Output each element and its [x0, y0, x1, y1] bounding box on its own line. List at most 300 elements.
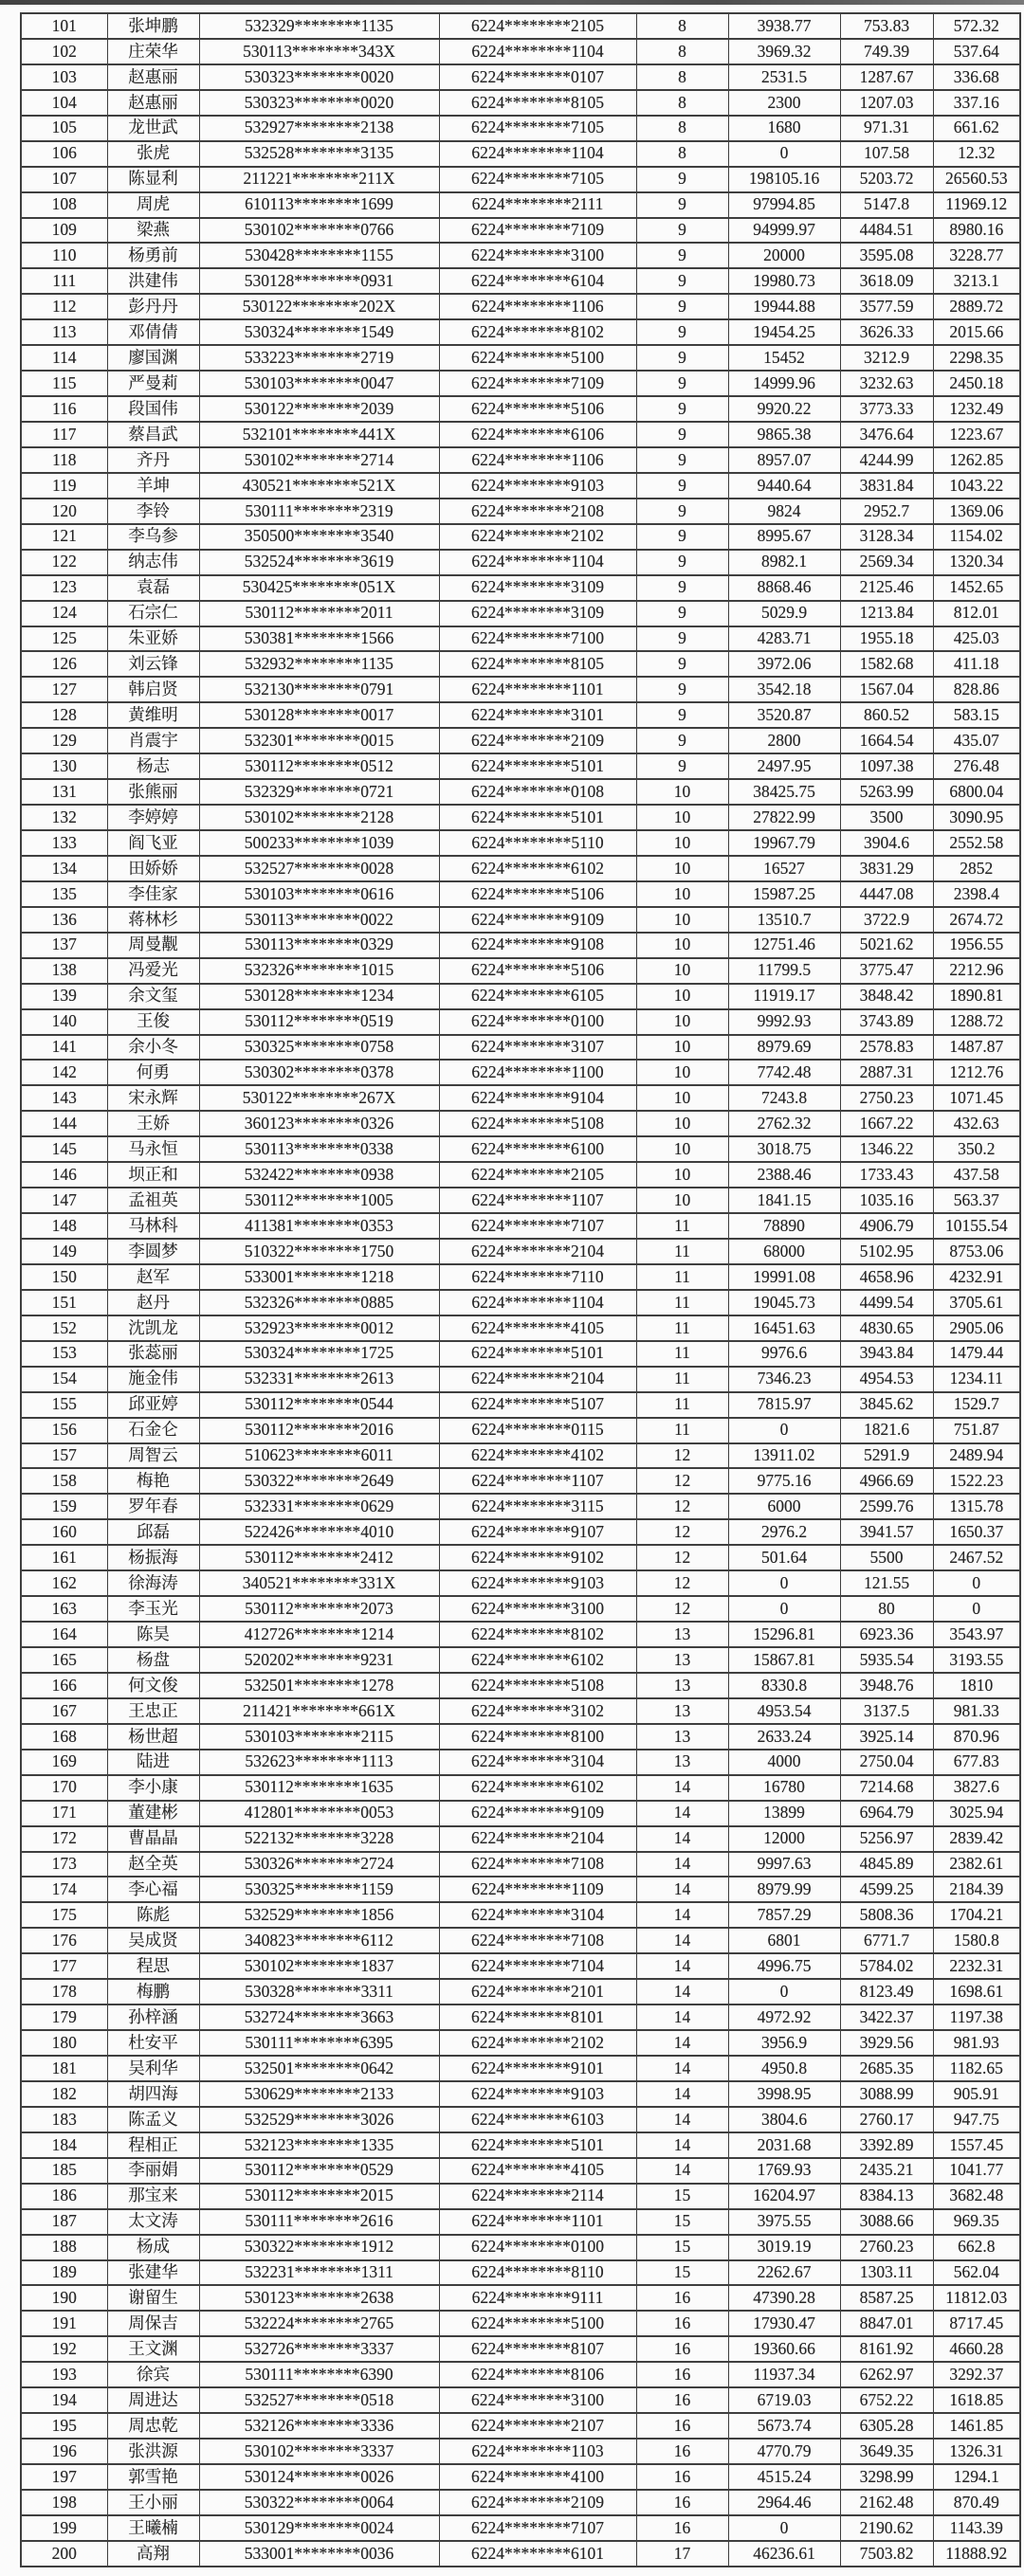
person-name: 马永恒	[107, 1136, 199, 1162]
table-row	[21, 1136, 1020, 1162]
bank-card-number: 6224********1107	[439, 1468, 636, 1494]
amount-1: 15987.25	[728, 881, 840, 907]
row-index: 136	[21, 907, 107, 933]
amount-3: 350.2	[933, 1136, 1020, 1162]
amount-2: 2125.46	[840, 575, 933, 601]
bank-card-number: 6224********1106	[439, 447, 636, 473]
amount-2: 3088.66	[840, 2209, 933, 2235]
person-name: 李心福	[107, 1877, 199, 1902]
row-index: 160	[21, 1519, 107, 1545]
table-row	[21, 2336, 1020, 2362]
bank-card-number: 6224********5101	[439, 753, 636, 779]
person-name: 蔡昌武	[107, 422, 199, 447]
amount-1: 11937.34	[728, 2362, 840, 2387]
period: 15	[636, 2235, 728, 2260]
amount-1: 7857.29	[728, 1902, 840, 1928]
id-number: 532329********0721	[199, 779, 439, 805]
bank-card-number: 6224********8105	[439, 90, 636, 116]
amount-1: 3018.75	[728, 1136, 840, 1162]
bank-card-number: 6224********1104	[439, 1290, 636, 1315]
row-index: 153	[21, 1341, 107, 1367]
amount-1: 15867.81	[728, 1647, 840, 1673]
amount-1: 3998.95	[728, 2081, 840, 2107]
amount-2: 4845.89	[840, 1852, 933, 1878]
period: 14	[636, 2081, 728, 2107]
bank-card-number: 6224********3109	[439, 575, 636, 601]
table-row	[21, 1698, 1020, 1724]
period: 9	[636, 499, 728, 524]
amount-1: 13510.7	[728, 907, 840, 933]
period: 13	[636, 1622, 728, 1647]
id-number: 530112********2015	[199, 2184, 439, 2209]
bank-card-number: 6224********5101	[439, 2132, 636, 2158]
bank-card-number: 6224********3100	[439, 243, 636, 268]
amount-2: 3088.99	[840, 2081, 933, 2107]
amount-2: 3298.99	[840, 2464, 933, 2490]
id-number: 530381********1566	[199, 626, 439, 652]
amount-2: 1303.11	[840, 2260, 933, 2286]
row-index: 179	[21, 2005, 107, 2030]
person-name: 陆进	[107, 1750, 199, 1775]
period: 14	[636, 1775, 728, 1801]
row-index: 109	[21, 218, 107, 244]
id-number: 530102********3337	[199, 2439, 439, 2464]
amount-2: 5500	[840, 1545, 933, 1570]
table-row	[21, 473, 1020, 499]
id-number: 360123********0326	[199, 1111, 439, 1136]
amount-1: 19967.79	[728, 830, 840, 856]
amount-3: 3827.6	[933, 1775, 1020, 1801]
amount-2: 4906.79	[840, 1213, 933, 1239]
amount-3: 870.49	[933, 2490, 1020, 2515]
amount-2: 3577.59	[840, 294, 933, 319]
bank-card-number: 6224********9109	[439, 1801, 636, 1826]
amount-1: 2964.46	[728, 2490, 840, 2515]
amount-1: 2531.5	[728, 64, 840, 90]
period: 11	[636, 1367, 728, 1392]
amount-1: 3520.87	[728, 702, 840, 728]
table-row	[21, 64, 1020, 90]
bank-card-number: 6224********3104	[439, 1750, 636, 1775]
period: 9	[636, 677, 728, 702]
table-row	[21, 1009, 1020, 1035]
person-name: 杨勇前	[107, 243, 199, 268]
id-number: 510623********6011	[199, 1443, 439, 1469]
row-index: 108	[21, 192, 107, 218]
table-row	[21, 1979, 1020, 2005]
table-row	[21, 958, 1020, 984]
amount-3: 2232.31	[933, 1953, 1020, 1979]
table-row	[21, 319, 1020, 345]
bank-card-number: 6224********6104	[439, 268, 636, 294]
amount-1: 2497.95	[728, 753, 840, 779]
row-index: 166	[21, 1673, 107, 1698]
table-row	[21, 2209, 1020, 2235]
row-index: 122	[21, 550, 107, 575]
amount-3: 1580.8	[933, 1928, 1020, 1953]
amount-3: 1704.21	[933, 1902, 1020, 1928]
period: 10	[636, 805, 728, 830]
amount-3: 1326.31	[933, 2439, 1020, 2464]
amount-1: 3938.77	[728, 13, 840, 39]
row-index: 144	[21, 1111, 107, 1136]
period: 13	[636, 1698, 728, 1724]
bank-card-number: 6224********8106	[439, 2362, 636, 2387]
bank-card-number: 6224********9111	[439, 2285, 636, 2311]
amount-3: 1487.87	[933, 1035, 1020, 1061]
amount-2: 2162.48	[840, 2490, 933, 2515]
table-row	[21, 2311, 1020, 2336]
person-name: 陈昊	[107, 1622, 199, 1647]
amount-1: 3975.55	[728, 2209, 840, 2235]
table-row	[21, 856, 1020, 881]
bank-card-number: 6224********1107	[439, 1188, 636, 1213]
period: 14	[636, 1979, 728, 2005]
person-name: 张蕊丽	[107, 1341, 199, 1367]
period: 11	[636, 1264, 728, 1290]
id-number: 532331********0629	[199, 1494, 439, 1519]
amount-2: 3500	[840, 805, 933, 830]
amount-2: 1664.54	[840, 728, 933, 753]
amount-2: 2190.62	[840, 2515, 933, 2541]
id-number: 530629********2133	[199, 2081, 439, 2107]
period: 16	[636, 2413, 728, 2439]
row-index: 177	[21, 1953, 107, 1979]
amount-2: 1213.84	[840, 601, 933, 626]
person-name: 宋永辉	[107, 1085, 199, 1111]
bank-card-number: 6224********8102	[439, 1622, 636, 1647]
bank-card-number: 6224********5108	[439, 1111, 636, 1136]
amount-2: 1287.67	[840, 64, 933, 90]
amount-2: 3618.09	[840, 268, 933, 294]
bank-card-number: 6224********2104	[439, 1239, 636, 1264]
person-name: 张坤鹏	[107, 13, 199, 39]
amount-1: 16527	[728, 856, 840, 881]
amount-2: 5102.95	[840, 1239, 933, 1264]
bank-card-number: 6224********6102	[439, 1647, 636, 1673]
row-index: 176	[21, 1928, 107, 1953]
table-row	[21, 2132, 1020, 2158]
id-number: 530113********343X	[199, 39, 439, 64]
bank-card-number: 6224********8100	[439, 1724, 636, 1750]
table-row	[21, 396, 1020, 422]
period: 13	[636, 1724, 728, 1750]
id-number: 530322********0064	[199, 2490, 439, 2515]
table-row	[21, 218, 1020, 244]
row-index: 194	[21, 2387, 107, 2413]
table-row	[21, 1750, 1020, 1775]
table-row	[21, 1673, 1020, 1698]
table-row	[21, 1367, 1020, 1392]
amount-2: 1207.03	[840, 90, 933, 116]
person-name: 徐宾	[107, 2362, 199, 2387]
amount-3: 8717.45	[933, 2311, 1020, 2336]
table-row	[21, 1801, 1020, 1826]
period: 9	[636, 396, 728, 422]
person-name: 周智云	[107, 1443, 199, 1469]
amount-1: 2800	[728, 728, 840, 753]
person-name: 段国伟	[107, 396, 199, 422]
amount-3: 4232.91	[933, 1264, 1020, 1290]
amount-1: 11799.5	[728, 958, 840, 984]
period: 15	[636, 2184, 728, 2209]
amount-3: 2398.4	[933, 881, 1020, 907]
amount-2: 4447.08	[840, 881, 933, 907]
person-name: 吴利华	[107, 2056, 199, 2081]
amount-2: 4484.51	[840, 218, 933, 244]
person-name: 李玉光	[107, 1596, 199, 1622]
id-number: 532623********1113	[199, 1750, 439, 1775]
id-number: 530112********0519	[199, 1009, 439, 1035]
table-row	[21, 1035, 1020, 1061]
table-row	[21, 1928, 1020, 1953]
id-number: 530111********6395	[199, 2030, 439, 2056]
person-name: 阎飞亚	[107, 830, 199, 856]
table-row	[21, 422, 1020, 447]
row-index: 161	[21, 1545, 107, 1570]
amount-2: 8123.49	[840, 1979, 933, 2005]
person-name: 李小康	[107, 1775, 199, 1801]
amount-3: 981.93	[933, 2030, 1020, 2056]
amount-1: 9440.64	[728, 473, 840, 499]
bank-card-number: 6224********2109	[439, 728, 636, 753]
amount-1: 8982.1	[728, 550, 840, 575]
amount-2: 3775.47	[840, 958, 933, 984]
amount-2: 5147.8	[840, 192, 933, 218]
bank-card-number: 6224********2111	[439, 192, 636, 218]
period: 8	[636, 13, 728, 39]
id-number: 530111********2616	[199, 2209, 439, 2235]
period: 9	[636, 728, 728, 753]
amount-3: 437.58	[933, 1162, 1020, 1188]
id-number: 530122********202X	[199, 294, 439, 319]
period: 15	[636, 2209, 728, 2235]
amount-2: 4499.54	[840, 1290, 933, 1315]
table-row	[21, 1060, 1020, 1085]
id-number: 412801********0053	[199, 1801, 439, 1826]
bank-card-number: 6224********2107	[439, 2413, 636, 2439]
amount-2: 4658.96	[840, 1264, 933, 1290]
row-index: 187	[21, 2209, 107, 2235]
amount-3: 1043.22	[933, 473, 1020, 499]
id-number: 532527********0028	[199, 856, 439, 881]
person-name: 周进达	[107, 2387, 199, 2413]
person-name: 蒋林杉	[107, 907, 199, 933]
amount-3: 661.62	[933, 116, 1020, 141]
amount-1: 0	[728, 1418, 840, 1443]
person-name: 罗年春	[107, 1494, 199, 1519]
amount-1: 97994.85	[728, 192, 840, 218]
amount-3: 425.03	[933, 626, 1020, 652]
amount-2: 3626.33	[840, 319, 933, 345]
person-name: 纳志伟	[107, 550, 199, 575]
period: 10	[636, 830, 728, 856]
id-number: 532927********2138	[199, 116, 439, 141]
bank-card-number: 6224********8107	[439, 2336, 636, 2362]
id-number: 211421********661X	[199, 1698, 439, 1724]
person-name: 周保吉	[107, 2311, 199, 2336]
id-number: 530122********267X	[199, 1085, 439, 1111]
amount-3: 1315.78	[933, 1494, 1020, 1519]
amount-1: 2388.46	[728, 1162, 840, 1188]
person-name: 何勇	[107, 1060, 199, 1085]
period: 9	[636, 601, 728, 626]
amount-2: 3722.9	[840, 907, 933, 933]
row-index: 183	[21, 2107, 107, 2132]
row-index: 190	[21, 2285, 107, 2311]
amount-3: 3292.37	[933, 2362, 1020, 2387]
period: 12	[636, 1545, 728, 1570]
period: 14	[636, 1877, 728, 1902]
amount-1: 19944.88	[728, 294, 840, 319]
table-body	[21, 13, 1020, 2567]
amount-2: 107.58	[840, 141, 933, 167]
bank-card-number: 6224********0100	[439, 2235, 636, 2260]
amount-2: 2578.83	[840, 1035, 933, 1061]
bank-card-number: 6224********9103	[439, 2081, 636, 2107]
bank-card-number: 6224********6101	[439, 2541, 636, 2567]
table-row	[21, 2387, 1020, 2413]
amount-3: 2552.58	[933, 830, 1020, 856]
id-number: 530129********0024	[199, 2515, 439, 2541]
id-number: 532329********1135	[199, 13, 439, 39]
amount-1: 0	[728, 1570, 840, 1596]
amount-3: 1698.61	[933, 1979, 1020, 2005]
amount-3: 828.86	[933, 677, 1020, 702]
amount-1: 3972.06	[728, 651, 840, 677]
id-number: 530123********2638	[199, 2285, 439, 2311]
bank-card-number: 6224********7105	[439, 167, 636, 192]
period: 11	[636, 1418, 728, 1443]
period: 16	[636, 2439, 728, 2464]
row-index: 192	[21, 2336, 107, 2362]
bank-card-number: 6224********9104	[439, 1085, 636, 1111]
amount-3: 1956.55	[933, 933, 1020, 958]
period: 9	[636, 319, 728, 345]
id-number: 532527********0518	[199, 2387, 439, 2413]
amount-1: 38425.75	[728, 779, 840, 805]
amount-1: 1841.15	[728, 1188, 840, 1213]
id-number: 411381********0353	[199, 1213, 439, 1239]
row-index: 107	[21, 167, 107, 192]
person-name: 张洪源	[107, 2439, 199, 2464]
amount-3: 870.96	[933, 1724, 1020, 1750]
period: 12	[636, 1443, 728, 1469]
table-row	[21, 1826, 1020, 1852]
period: 16	[636, 2387, 728, 2413]
amount-1: 16780	[728, 1775, 840, 1801]
row-index: 146	[21, 1162, 107, 1188]
bank-card-number: 6224********5100	[439, 2311, 636, 2336]
table-row	[21, 2158, 1020, 2184]
row-index: 112	[21, 294, 107, 319]
id-number: 532501********1278	[199, 1673, 439, 1698]
table-row	[21, 2056, 1020, 2081]
row-index: 196	[21, 2439, 107, 2464]
id-number: 530113********0022	[199, 907, 439, 933]
period: 9	[636, 218, 728, 244]
person-name: 高翔	[107, 2541, 199, 2567]
row-index: 182	[21, 2081, 107, 2107]
period: 13	[636, 1647, 728, 1673]
period: 14	[636, 2005, 728, 2030]
person-name: 曹晶晶	[107, 1826, 199, 1852]
amount-3: 1041.77	[933, 2158, 1020, 2184]
bank-card-number: 6224********3115	[439, 1494, 636, 1519]
person-name: 张虎	[107, 141, 199, 167]
bank-card-number: 6224********3102	[439, 1698, 636, 1724]
amount-3: 1234.11	[933, 1367, 1020, 1392]
id-number: 530113********0329	[199, 933, 439, 958]
table-row	[21, 550, 1020, 575]
row-index: 104	[21, 90, 107, 116]
person-name: 杜安平	[107, 2030, 199, 2056]
amount-3: 2212.96	[933, 958, 1020, 984]
row-index: 199	[21, 2515, 107, 2541]
period: 9	[636, 268, 728, 294]
amount-2: 3773.33	[840, 396, 933, 422]
amount-1: 16451.63	[728, 1315, 840, 1341]
id-number: 530112********2412	[199, 1545, 439, 1570]
id-number: 532501********0642	[199, 2056, 439, 2081]
period: 10	[636, 1060, 728, 1085]
id-number: 532101********441X	[199, 422, 439, 447]
amount-2: 3212.9	[840, 345, 933, 371]
amount-3: 1182.65	[933, 2056, 1020, 2081]
amount-1: 4283.71	[728, 626, 840, 652]
amount-3: 751.87	[933, 1418, 1020, 1443]
period: 14	[636, 1826, 728, 1852]
payment-table	[20, 12, 1021, 2567]
amount-1: 19360.66	[728, 2336, 840, 2362]
id-number: 520202********9231	[199, 1647, 439, 1673]
amount-2: 1955.18	[840, 626, 933, 652]
amount-2: 1582.68	[840, 651, 933, 677]
amount-2: 1733.43	[840, 1162, 933, 1188]
amount-3: 677.83	[933, 1750, 1020, 1775]
row-index: 114	[21, 345, 107, 371]
row-index: 162	[21, 1570, 107, 1596]
row-index: 168	[21, 1724, 107, 1750]
amount-1: 78890	[728, 1213, 840, 1239]
amount-3: 2889.72	[933, 294, 1020, 319]
table-row	[21, 1315, 1020, 1341]
row-index: 150	[21, 1264, 107, 1290]
table-row	[21, 1443, 1020, 1469]
period: 9	[636, 243, 728, 268]
id-number: 530102********1837	[199, 1953, 439, 1979]
period: 8	[636, 90, 728, 116]
id-number: 532130********0791	[199, 677, 439, 702]
row-index: 137	[21, 933, 107, 958]
period: 12	[636, 1519, 728, 1545]
row-index: 157	[21, 1443, 107, 1469]
amount-1: 8330.8	[728, 1673, 840, 1698]
bank-card-number: 6224********5108	[439, 1673, 636, 1698]
period: 9	[636, 626, 728, 652]
id-number: 530302********0378	[199, 1060, 439, 1085]
table-row	[21, 2490, 1020, 2515]
table-row	[21, 2413, 1020, 2439]
period: 14	[636, 2158, 728, 2184]
bank-card-number: 6224********0100	[439, 1009, 636, 1035]
person-name: 洪建伟	[107, 268, 199, 294]
table-row	[21, 1953, 1020, 1979]
row-index: 140	[21, 1009, 107, 1035]
bank-card-number: 6224********2105	[439, 1162, 636, 1188]
row-index: 200	[21, 2541, 107, 2567]
amount-2: 3941.57	[840, 1519, 933, 1545]
